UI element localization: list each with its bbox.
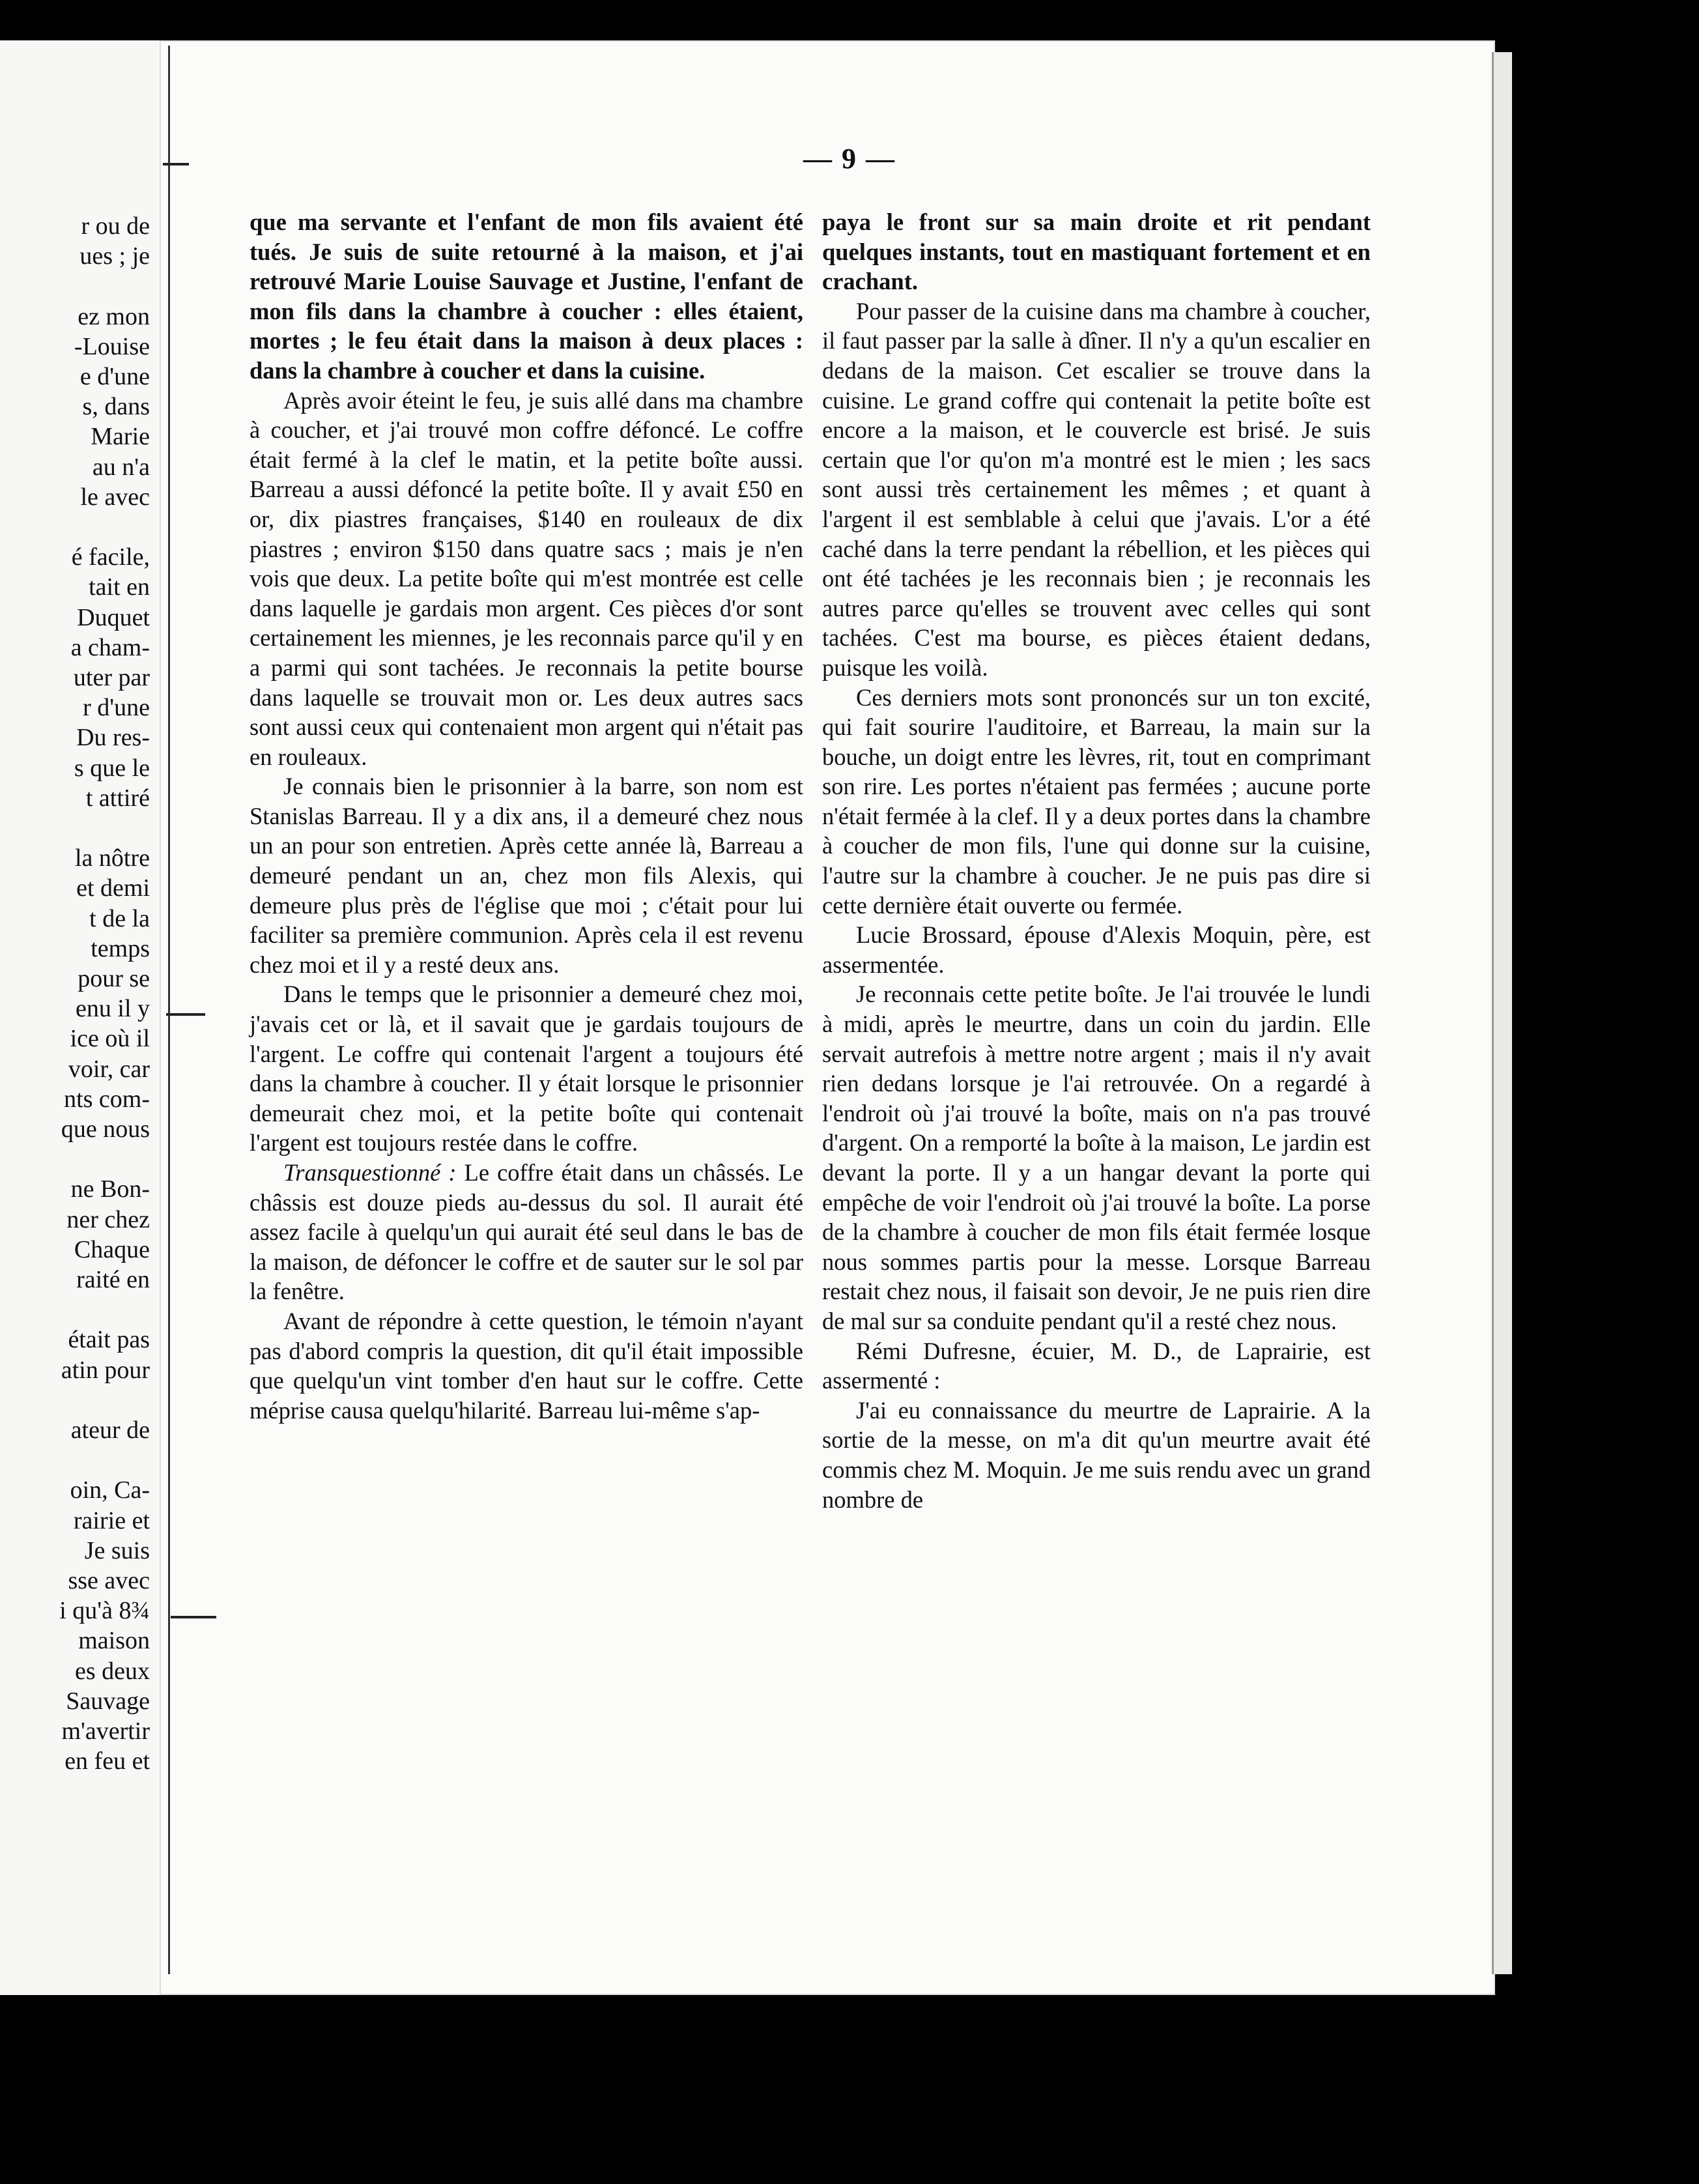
previous-page-line: temps [91, 934, 150, 962]
page-number: — 9 — [803, 143, 896, 175]
paragraph: Avant de répondre à cette question, le témoin n'ayant pas d'abord compris la question, dit qu'il était impossible que quelqu'un vint tomber d'en haut sur le coffre. Cette méprise causa quelqu'hilarité. Barreau lui-même s'ap- [250, 1307, 803, 1424]
previous-page-line: était pas [68, 1326, 150, 1354]
paragraph: Ces derniers mots sont prononcés sur un ton excité, qui fait sourire l'auditoire, et Barreau, la main sur la bouche, un doigt entre les lèvres, rit, tout en comprimant son rire. Les portes n'étaient pas fermées ; aucune porte n'était fermée à la clef. Il y a deux portes dans la chambre à coucher de mon fils, l'une qui donne sur la cuisine, l'autre sur la chambre à coucher. Je ne puis pas dire si cette dernière était ouverte ou fermée. [822, 683, 1371, 919]
previous-page-edge [0, 40, 168, 1995]
gutter-mark [171, 1616, 216, 1618]
previous-page-line: m'avertir [61, 1717, 150, 1745]
paragraph: J'ai eu connaissance du meurtre de Laprairie. A la sortie de la messe, on m'a dit qu'un meurtre avait été commis chez M. Moquin. Je me suis rendu avec un grand nombre de [822, 1396, 1371, 1513]
previous-page-line: r ou de [81, 212, 150, 240]
previous-page-line: enu il y [76, 995, 150, 1023]
paragraph: Après avoir éteint le feu, je suis allé dans ma chambre à coucher, et j'ai trouvé mon coffre défoncé. Le coffre était fermé à la clef le matin, et la petite boîte aussi. Barreau a aussi défoncé la petite boîte. Il y avait £50 en or, dix piastres françaises, $140 en rouleaux de dix piastres ; environ $150 dans quatre sacs ; mais je n'en vois que deux. La petite boîte qui m'est montrée est celle dans laquelle je gardais mon argent. Ces pièces d'or sont certainement les miennes, je les reconnais parce qu'il y en a parmi qui sont tachées. Je reconnais la petite bourse dans laquelle se trouvait mon or. Les deux autres sacs sont aussi ceux qui contenaient mon argent qui n'était pas en rouleaux. [250, 386, 803, 770]
paragraph: Dans le temps que le prisonnier a demeuré chez moi, j'avais cet or là, et il savait que je gardais toujours de l'argent. Le coffre qui contenait l'argent a toujours été dans la chambre à coucher. Il y était lorsque le prisonnier demeurait chez moi, et la petite boîte qui contenait l'argent est toujours restée dans le coffre. [250, 981, 803, 1157]
previous-page-line: le avec [80, 483, 150, 511]
previous-page-line: sse avec [68, 1567, 150, 1594]
previous-page-line: es deux [74, 1657, 150, 1685]
previous-page-line: ice où il [70, 1025, 150, 1053]
previous-page-line: s que le [74, 754, 150, 782]
previous-page-line: ues ; je [79, 242, 150, 270]
paragraph: Rémi Dufresne, écuier, M. D., de Laprairie, est assermenté : [822, 1337, 1371, 1394]
page-fore-edge [1492, 52, 1512, 1974]
previous-page-line: s, dans [82, 393, 150, 421]
transquestion-label: Transquestionné : [283, 1159, 457, 1186]
previous-page-line: pour se [78, 965, 150, 992]
paragraph: paya le front sur sa main droite et rit pendant quelques instants, tout en mastiquant fortement et en crachant. [822, 208, 1371, 295]
previous-page-line: t de la [89, 904, 150, 932]
previous-page-line: Duquet [77, 603, 150, 631]
previous-page-line: r d'une [83, 694, 150, 722]
previous-page-line: rairie et [73, 1506, 150, 1534]
previous-page-line: en feu et [64, 1747, 150, 1775]
paragraph: que ma servante et l'enfant de mon fils avaient été tués. Je suis de suite retourné à la maison, et j'ai retrouvé Marie Louise Sauvage et Justine, l'enfant de mon fils dans la chambre à coucher : elles étaient, mortes ; le feu était dans la maison à deux places : dans la chambre à coucher et dans la cuisine. [250, 208, 803, 384]
previous-page-line: e d'une [79, 363, 150, 390]
previous-page-line: i qu'à 8¾ [59, 1597, 150, 1625]
previous-page-line: maison [78, 1627, 150, 1655]
previous-page-line: et demi [76, 874, 150, 902]
previous-page-line: voir, car [68, 1055, 150, 1083]
text-column-left [250, 207, 803, 1425]
gutter-mark [166, 1013, 205, 1016]
previous-page-line: Je suis [84, 1536, 150, 1564]
previous-page-line: raité en [76, 1266, 150, 1293]
paragraph: Je connais bien le prisonnier à la barre, son nom est Stanislas Barreau. Il y a dix ans, il a demeuré chez nous un an pour son entretien. Après cette année là, Barreau a demeuré pendant un an, chez mon fils Alexis, qui demeure plus près de l'église que moi ; c'était pour lui faciliter sa première communion. Après cela il est revenu chez moi et il y a resté deux ans. [250, 773, 803, 978]
binding-gutter-line [168, 46, 170, 1974]
previous-page-line: oin, Ca- [70, 1476, 150, 1504]
paragraph-text: Le coffre était dans un châssés. Le châssis est douze pieds au-dessus du sol. Il aurait été assez facile à quelqu'un qui aurait été seul dans le bas de la maison, de défoncer le coffre et de sauter sur le sol par la fenêtre. [250, 1159, 803, 1305]
previous-page-line: Du res- [76, 724, 150, 752]
previous-page-line: que nous [61, 1115, 150, 1143]
previous-page-line: nts com- [64, 1085, 150, 1113]
previous-page-line: Marie [91, 423, 150, 451]
paragraph [250, 1158, 803, 1306]
previous-page-line: ne Bon- [70, 1175, 150, 1203]
text-column-right [822, 207, 1371, 1514]
previous-page-line: au n'a [92, 453, 150, 481]
previous-page-line: -Louise [74, 332, 150, 360]
previous-page-line: ateur de [70, 1416, 150, 1444]
previous-page-line: Sauvage [66, 1687, 150, 1715]
previous-page-line: uter par [73, 664, 150, 691]
previous-page-line: ez mon [78, 302, 150, 330]
paragraph: Je reconnais cette petite boîte. Je l'ai trouvée le lundi à midi, après le meurtre, dans un coin du jardin. Elle servait autrefois à mettre notre argent ; mais il n'y avait rien dedans lorsque je l'ai retrouvée. On a regardé à l'endroit où j'ai trouvé la boîte, mais on n'a pas trouvé d'argent. On a remporté la boîte à la maison, Le jardin est devant la porte. Il y a un hangar devant la porte qui empêche de voir l'endroit où j'ai trouvé la boîte. La porse de la chambre à coucher de mon fils était fermée losque nous sommes partis pour la messe. Lorsque Barreau restait chez nous, il faisait son devoir, Je ne puis rien dire de mal sur sa conduite pendant qu'il a resté chez nous. [822, 981, 1371, 1334]
previous-page-line: é facile, [71, 543, 150, 571]
paragraph: Lucie Brossard, épouse d'Alexis Moquin, père, est assermentée. [822, 921, 1371, 978]
previous-page-line: la nôtre [74, 844, 150, 872]
paragraph: Pour passer de la cuisine dans ma chambre à coucher, il faut passer par la salle à dîner. Il n'y a qu'un escalier en dedans de la maison. Cet escalier se trouve dans la cuisine. Le grand coffre qui contenait la petite boîte est encore a la maison, et le couvercle est brisé. Je suis certain que l'or qu'on m'a montré est le mien ; les sacs sont aussi très certainement les mêmes ; et quant à l'argent il est semblable à celui que j'avais. L'or a été caché dans la terre pendant la rébellion, et les pièces qui ont été tachées je les reconnais bien ; je reconnais les autres parce qu'elles se trouvent avec celles qui sont tachées. C'est ma bourse, es pièces étaient dedans, puisque les voilà. [822, 297, 1371, 681]
previous-page-line: ner chez [66, 1205, 150, 1233]
previous-page-line: tait en [89, 573, 150, 601]
previous-page-line: atin pour [61, 1356, 150, 1384]
previous-page-line: t attiré [85, 784, 150, 812]
previous-page-line: a cham- [70, 633, 150, 661]
previous-page-line: Chaque [74, 1235, 150, 1263]
